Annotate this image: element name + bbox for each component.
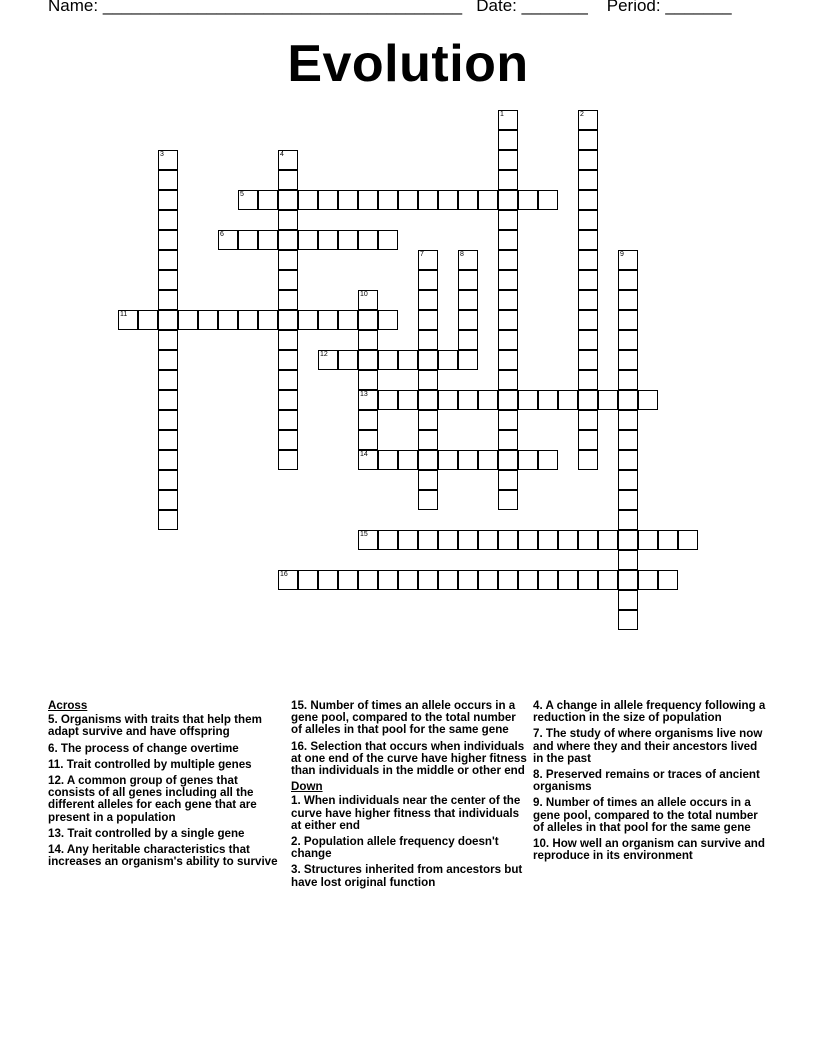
- crossword-cell[interactable]: [398, 450, 418, 470]
- crossword-cell[interactable]: [638, 390, 658, 410]
- crossword-cell[interactable]: [618, 370, 638, 390]
- crossword-cell[interactable]: [278, 430, 298, 450]
- across-clue-15: 15. Number of times an allele occurs in a gene pool, compared to the total number of alleles in that pool for the same gene: [291, 699, 516, 737]
- crossword-cell[interactable]: [558, 570, 578, 590]
- crossword-cell[interactable]: [418, 350, 438, 370]
- crossword-cell[interactable]: [298, 570, 318, 590]
- crossword-cell[interactable]: [158, 430, 178, 450]
- crossword-cell[interactable]: [458, 450, 478, 470]
- clue-number: 4: [280, 151, 284, 158]
- crossword-cell[interactable]: [358, 350, 378, 370]
- crossword-cell[interactable]: [358, 390, 378, 410]
- crossword-cell[interactable]: [158, 270, 178, 290]
- crossword-cell[interactable]: [458, 270, 478, 290]
- down-heading: Down: [291, 780, 323, 794]
- clue-number: 9: [620, 251, 624, 258]
- crossword-cell[interactable]: [358, 230, 378, 250]
- across-clue-16: 16. Selection that occurs when individuals at one end of the curve have higher fitness than individuals in the middle or other end: [291, 739, 527, 778]
- crossword-cell[interactable]: [438, 450, 458, 470]
- crossword-cell[interactable]: [418, 470, 438, 490]
- crossword-cell[interactable]: [458, 290, 478, 310]
- crossword-cell[interactable]: [158, 330, 178, 350]
- crossword-cell[interactable]: [418, 410, 438, 430]
- crossword-cell[interactable]: [498, 310, 518, 330]
- crossword-cell[interactable]: [298, 230, 318, 250]
- crossword-cell[interactable]: [618, 570, 638, 590]
- crossword-cell[interactable]: [318, 310, 338, 330]
- crossword-cell[interactable]: [478, 450, 498, 470]
- crossword-cell[interactable]: [158, 290, 178, 310]
- crossword-cell[interactable]: [158, 470, 178, 490]
- clue-number: 3: [160, 151, 164, 158]
- crossword-cell[interactable]: [418, 390, 438, 410]
- crossword-cell[interactable]: [578, 270, 598, 290]
- crossword-cell[interactable]: [398, 530, 418, 550]
- crossword-cell[interactable]: [578, 390, 598, 410]
- crossword-cell[interactable]: [558, 390, 578, 410]
- crossword-cell[interactable]: [278, 450, 298, 470]
- clue-number: 1: [500, 111, 504, 118]
- clue-number: 13: [360, 391, 368, 398]
- crossword-cell[interactable]: [618, 530, 638, 550]
- crossword-cell[interactable]: [158, 190, 178, 210]
- crossword-cell[interactable]: [518, 450, 538, 470]
- crossword-cell[interactable]: [318, 190, 338, 210]
- crossword-cell[interactable]: [358, 330, 378, 350]
- clue-number: 15: [360, 531, 368, 538]
- crossword-cell[interactable]: [218, 230, 238, 250]
- crossword-cell[interactable]: [238, 190, 258, 210]
- crossword-cell[interactable]: [498, 130, 518, 150]
- crossword-cell[interactable]: [618, 350, 638, 370]
- crossword-cell[interactable]: [558, 530, 578, 550]
- crossword-cell[interactable]: [618, 430, 638, 450]
- crossword-cell[interactable]: [498, 210, 518, 230]
- crossword-cell[interactable]: [578, 250, 598, 270]
- crossword-cell[interactable]: [358, 430, 378, 450]
- crossword-cell[interactable]: [238, 230, 258, 250]
- across-heading: Across: [48, 699, 88, 712]
- crossword-cell[interactable]: [498, 170, 518, 190]
- across-clue-12: 12. A common group of genes that consists of all genes including all the different alleles for each gene that are present in a population: [48, 774, 257, 824]
- crossword-cell[interactable]: [218, 310, 238, 330]
- crossword-cell[interactable]: [578, 310, 598, 330]
- crossword-cell[interactable]: [618, 470, 638, 490]
- crossword-cell[interactable]: [498, 150, 518, 170]
- crossword-cell[interactable]: [438, 350, 458, 370]
- crossword-cell[interactable]: [578, 230, 598, 250]
- crossword-cell[interactable]: [418, 490, 438, 510]
- crossword-cell[interactable]: [498, 450, 518, 470]
- crossword-cell[interactable]: [418, 310, 438, 330]
- crossword-cell[interactable]: [118, 310, 138, 330]
- crossword-cell[interactable]: [238, 310, 258, 330]
- crossword-cell[interactable]: [278, 350, 298, 370]
- crossword-cell[interactable]: [518, 190, 538, 210]
- crossword-cell[interactable]: [498, 350, 518, 370]
- crossword-cell[interactable]: [518, 390, 538, 410]
- crossword-cell[interactable]: [678, 530, 698, 550]
- crossword-cell[interactable]: [658, 570, 678, 590]
- across-clue-6: 6. The process of change overtime: [48, 741, 239, 755]
- across-clue-13: 13. Trait controlled by a single gene: [48, 826, 245, 840]
- across-clue-11: 11. Trait controlled by multiple genes: [48, 757, 252, 771]
- crossword-cell[interactable]: [578, 330, 598, 350]
- crossword-cell[interactable]: [498, 490, 518, 510]
- crossword-cell[interactable]: [158, 390, 178, 410]
- crossword-cell[interactable]: [278, 210, 298, 230]
- crossword-cell[interactable]: [178, 310, 198, 330]
- crossword-cell[interactable]: [278, 310, 298, 330]
- crossword-cell[interactable]: [358, 410, 378, 430]
- crossword-cell[interactable]: [618, 610, 638, 630]
- crossword-cell[interactable]: [338, 570, 358, 590]
- crossword-cell[interactable]: [498, 190, 518, 210]
- crossword-cell[interactable]: [418, 190, 438, 210]
- crossword-cell[interactable]: [158, 170, 178, 190]
- crossword-cell[interactable]: [578, 190, 598, 210]
- crossword-cell[interactable]: [618, 290, 638, 310]
- down-clue-3: 3. Structures inherited from ancestors but have lost original function: [291, 863, 523, 889]
- crossword-cell[interactable]: [278, 150, 298, 170]
- crossword-cell[interactable]: [618, 590, 638, 610]
- crossword-cell[interactable]: [498, 570, 518, 590]
- crossword-cell[interactable]: [578, 130, 598, 150]
- crossword-cell[interactable]: [158, 490, 178, 510]
- crossword-cell[interactable]: [358, 190, 378, 210]
- crossword-cell[interactable]: [438, 390, 458, 410]
- across-clue-14: 14. Any heritable characteristics that increases an organism's ability to survive: [48, 843, 278, 869]
- crossword-cell[interactable]: [498, 410, 518, 430]
- clue-number: 12: [320, 351, 328, 358]
- down-clue-10: 10. How well an organism can survive and reproduce in its environment: [533, 837, 765, 863]
- crossword-cell[interactable]: [358, 370, 378, 390]
- crossword-cell[interactable]: [578, 150, 598, 170]
- crossword-cell[interactable]: [418, 330, 438, 350]
- crossword-cell[interactable]: [658, 530, 678, 550]
- crossword-cell[interactable]: [478, 570, 498, 590]
- crossword-cell[interactable]: [458, 310, 478, 330]
- crossword-cell[interactable]: [538, 190, 558, 210]
- crossword-cell[interactable]: [278, 390, 298, 410]
- crossword-cell[interactable]: [378, 190, 398, 210]
- crossword-cell[interactable]: [598, 530, 618, 550]
- crossword-cell[interactable]: [578, 290, 598, 310]
- crossword-cell[interactable]: [618, 510, 638, 530]
- crossword-cell[interactable]: [498, 330, 518, 350]
- crossword-cell[interactable]: [538, 530, 558, 550]
- crossword-cell[interactable]: [498, 430, 518, 450]
- down-clue-9: 9. Number of times an allele occurs in a gene pool, compared to the total number of alleles in that pool for the same gene: [533, 796, 758, 834]
- crossword-cell[interactable]: [518, 570, 538, 590]
- crossword-cell[interactable]: [258, 190, 278, 210]
- crossword-cell[interactable]: [158, 310, 178, 330]
- crossword-cell[interactable]: [378, 310, 398, 330]
- clue-number: 11: [120, 311, 128, 318]
- crossword-cell[interactable]: [638, 570, 658, 590]
- crossword-cell[interactable]: [618, 270, 638, 290]
- crossword-cell[interactable]: [498, 110, 518, 130]
- crossword-cell[interactable]: [378, 390, 398, 410]
- crossword-cell[interactable]: [338, 190, 358, 210]
- crossword-cell[interactable]: [298, 190, 318, 210]
- crossword-cell[interactable]: [578, 370, 598, 390]
- period-blank[interactable]: _______: [665, 0, 732, 15]
- crossword-cell[interactable]: [418, 270, 438, 290]
- crossword-cell[interactable]: [398, 390, 418, 410]
- crossword-cell[interactable]: [498, 390, 518, 410]
- clues-column-2: [291, 700, 527, 893]
- page-title: Evolution: [287, 35, 529, 93]
- crossword-cell[interactable]: [578, 110, 598, 130]
- crossword-cell[interactable]: [578, 570, 598, 590]
- crossword-cell[interactable]: [498, 470, 518, 490]
- date-label: Date:: [476, 0, 517, 15]
- crossword-cell[interactable]: [378, 350, 398, 370]
- crossword-cell[interactable]: [158, 230, 178, 250]
- crossword-cell[interactable]: [278, 290, 298, 310]
- crossword-cell[interactable]: [458, 330, 478, 350]
- clue-number: 10: [360, 291, 368, 298]
- crossword-cell[interactable]: [258, 230, 278, 250]
- crossword-cell[interactable]: [138, 310, 158, 330]
- crossword-cell[interactable]: [538, 450, 558, 470]
- name-label: Name:: [48, 0, 99, 15]
- crossword-cell[interactable]: [458, 390, 478, 410]
- crossword-cell[interactable]: [578, 170, 598, 190]
- down-clue-1: 1. When individuals near the center of the curve have higher fitness that individuals at either end: [291, 794, 521, 832]
- crossword-cell[interactable]: [578, 450, 598, 470]
- crossword-cell[interactable]: [578, 530, 598, 550]
- crossword-cell[interactable]: [578, 210, 598, 230]
- crossword-cell[interactable]: [198, 310, 218, 330]
- crossword-cell[interactable]: [278, 370, 298, 390]
- date-blank[interactable]: _______: [521, 0, 588, 15]
- crossword-cell[interactable]: [158, 250, 178, 270]
- crossword-cell[interactable]: [378, 570, 398, 590]
- crossword-cell[interactable]: [458, 190, 478, 210]
- crossword-cell[interactable]: [278, 410, 298, 430]
- crossword-cell[interactable]: [318, 230, 338, 250]
- crossword-cell[interactable]: [458, 250, 478, 270]
- name-blank[interactable]: ______________________________________: [102, 0, 463, 15]
- crossword-cell[interactable]: [398, 570, 418, 590]
- crossword-cell[interactable]: [278, 270, 298, 290]
- crossword-cell[interactable]: [438, 190, 458, 210]
- clue-number: 6: [220, 231, 224, 238]
- crossword-cell[interactable]: [618, 450, 638, 470]
- crossword-cell[interactable]: [498, 230, 518, 250]
- crossword-cell[interactable]: [338, 230, 358, 250]
- crossword-cell[interactable]: [278, 330, 298, 350]
- crossword-cell[interactable]: [578, 410, 598, 430]
- crossword-cell[interactable]: [498, 290, 518, 310]
- crossword-cell[interactable]: [338, 310, 358, 330]
- crossword-cell[interactable]: [358, 570, 378, 590]
- across-clue-5: 5. Organisms with traits that help them adapt survive and have offspring: [48, 713, 262, 739]
- crossword-cell[interactable]: [398, 190, 418, 210]
- crossword-cell[interactable]: [378, 450, 398, 470]
- crossword-cell[interactable]: [538, 390, 558, 410]
- crossword-cell[interactable]: [578, 430, 598, 450]
- crossword-cell[interactable]: [158, 150, 178, 170]
- crossword-cell[interactable]: [278, 170, 298, 190]
- crossword-cell[interactable]: [598, 570, 618, 590]
- clue-number: 14: [360, 451, 368, 458]
- crossword-cell[interactable]: [338, 350, 358, 370]
- clues-column-1: [48, 700, 280, 872]
- crossword-cell[interactable]: [318, 570, 338, 590]
- crossword-cell[interactable]: [618, 310, 638, 330]
- clue-number: 8: [460, 251, 464, 258]
- crossword-cell[interactable]: [458, 530, 478, 550]
- crossword-cell[interactable]: [418, 250, 438, 270]
- crossword-cell[interactable]: [458, 350, 478, 370]
- crossword-cell[interactable]: [418, 570, 438, 590]
- crossword-cell[interactable]: [158, 210, 178, 230]
- crossword-cell[interactable]: [278, 230, 298, 250]
- crossword-cell[interactable]: [578, 350, 598, 370]
- crossword-cell[interactable]: [418, 530, 438, 550]
- crossword-cell[interactable]: [498, 270, 518, 290]
- crossword-cell[interactable]: [638, 530, 658, 550]
- crossword-cell[interactable]: [438, 530, 458, 550]
- crossword-cell[interactable]: [618, 330, 638, 350]
- crossword-cell[interactable]: [598, 390, 618, 410]
- clue-number: 5: [240, 191, 244, 198]
- crossword-cell[interactable]: [158, 370, 178, 390]
- crossword-cell[interactable]: [418, 290, 438, 310]
- crossword-cell[interactable]: [618, 390, 638, 410]
- down-clue-4: 4. A change in allele frequency following a reduction in the size of population: [533, 699, 766, 725]
- crossword-cell[interactable]: [618, 550, 638, 570]
- crossword-cell[interactable]: [358, 290, 378, 310]
- crossword-cell[interactable]: [618, 250, 638, 270]
- crossword-cell[interactable]: [298, 310, 318, 330]
- crossword-cell[interactable]: [498, 370, 518, 390]
- crossword-cell[interactable]: [158, 350, 178, 370]
- crossword-cell[interactable]: [278, 570, 298, 590]
- clue-number: 16: [280, 571, 288, 578]
- crossword-cell[interactable]: [378, 530, 398, 550]
- crossword-cell[interactable]: [278, 250, 298, 270]
- crossword-cell[interactable]: [518, 530, 538, 550]
- crossword-cell[interactable]: [498, 530, 518, 550]
- crossword-cell[interactable]: [458, 570, 478, 590]
- crossword-cell[interactable]: [478, 390, 498, 410]
- crossword-cell[interactable]: [418, 370, 438, 390]
- crossword-cell[interactable]: [398, 350, 418, 370]
- crossword-cell[interactable]: [318, 350, 338, 370]
- clue-number: 7: [420, 251, 424, 258]
- clue-number: 2: [580, 111, 584, 118]
- crossword-cell[interactable]: [478, 530, 498, 550]
- crossword-cell[interactable]: [618, 490, 638, 510]
- crossword-cell[interactable]: [358, 530, 378, 550]
- crossword-cell[interactable]: [158, 510, 178, 530]
- crossword-cell[interactable]: [258, 310, 278, 330]
- down-clue-2: 2. Population allele frequency doesn't change: [291, 835, 499, 861]
- crossword-cell[interactable]: [158, 410, 178, 430]
- crossword-cell[interactable]: [478, 190, 498, 210]
- period-label: Period:: [606, 0, 661, 15]
- crossword-cell[interactable]: [378, 230, 398, 250]
- down-clue-7: 7. The study of where organisms live now and where they and their ancestors lived in the past: [533, 727, 763, 765]
- crossword-cell[interactable]: [158, 450, 178, 470]
- crossword-cell[interactable]: [538, 570, 558, 590]
- crossword-cell[interactable]: [618, 410, 638, 430]
- crossword-cell[interactable]: [418, 450, 438, 470]
- crossword-cell[interactable]: [358, 450, 378, 470]
- crossword-cell[interactable]: [358, 310, 378, 330]
- crossword-cell[interactable]: [438, 570, 458, 590]
- down-clue-8: 8. Preserved remains or traces of ancient organisms: [533, 768, 760, 794]
- crossword-cell[interactable]: [418, 430, 438, 450]
- crossword-cell[interactable]: [498, 250, 518, 270]
- crossword-cell[interactable]: [278, 190, 298, 210]
- clues-column-3: [533, 700, 769, 866]
